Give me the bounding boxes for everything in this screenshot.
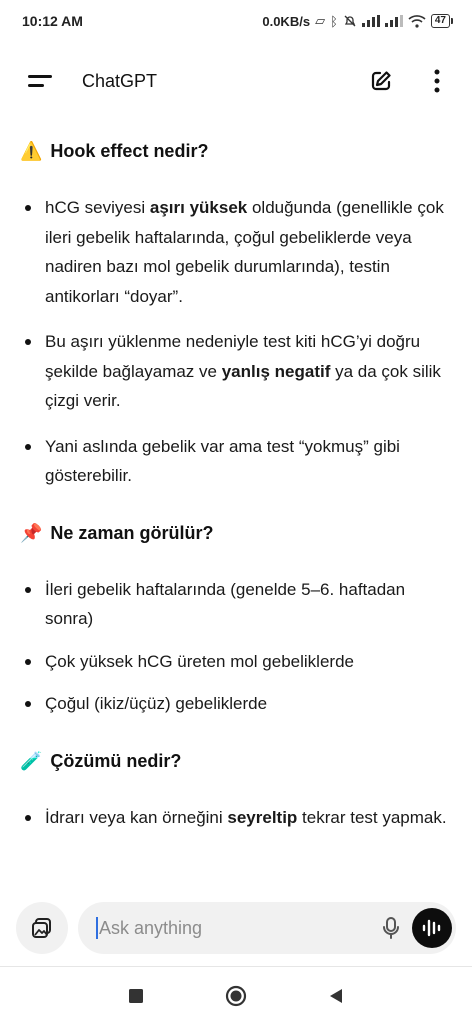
- mic-button[interactable]: [374, 911, 408, 945]
- nfc-icon: ▱: [315, 13, 326, 28]
- bullet-list: [20, 803, 450, 833]
- circle-icon: [225, 985, 247, 1007]
- home-button[interactable]: [221, 981, 251, 1011]
- app-title: ChatGPT: [82, 70, 158, 91]
- list-item: hCG seviyesi aşırı yüksek olduğunda (genellikle çok ileri gebelik haftalarında, çoğul gebeliklerde veya nadiren bazı mol gebelik durumlarında), testin antikorları “doyar”.: [20, 193, 450, 311]
- attach-image-button[interactable]: [16, 902, 68, 954]
- list-item: Çok yüksek hCG üreten mol gebeliklerde: [20, 647, 450, 677]
- warning-icon: ⚠️: [20, 141, 43, 161]
- text-cursor: [96, 917, 98, 939]
- triangle-back-icon: [329, 988, 343, 1004]
- status-bar: [0, 0, 472, 42]
- more-options-icon[interactable]: [424, 68, 450, 94]
- voice-mode-button[interactable]: [412, 908, 452, 948]
- wifi-icon: [408, 14, 426, 28]
- header-actions: [368, 68, 450, 94]
- assistant-message: [20, 130, 450, 832]
- list-item: Çoğul (ikiz/üçüz) gebeliklerde: [20, 689, 450, 719]
- back-button[interactable]: [321, 981, 351, 1011]
- message-input[interactable]: [99, 918, 374, 939]
- image-attach-icon: [30, 916, 54, 940]
- voice-waveform-icon: [421, 918, 443, 938]
- microphone-icon: [381, 916, 401, 940]
- battery-icon: [431, 14, 450, 28]
- bluetooth-icon: ᛒ: [330, 13, 338, 29]
- bullet-list: [20, 193, 450, 491]
- section-title: Ne zaman görülür?: [50, 522, 214, 543]
- list-item: Yani aslında gebelik var ama test “yokmuş” gibi gösterebilir.: [20, 432, 450, 491]
- list-item: Bu aşırı yüklenme nedeniyle test kiti hCG’yi doğru şekilde bağlayamaz ve yanlış negatif ya da çok silik çizgi verir.: [20, 327, 450, 416]
- square-icon: [129, 989, 143, 1003]
- signal-icon: [362, 15, 380, 27]
- pin-icon: 📌: [20, 522, 43, 543]
- section-heading-when: [20, 520, 450, 546]
- system-nav-bar: [0, 966, 472, 1024]
- status-time: 10:12 AM: [22, 13, 83, 29]
- status-icons: [262, 13, 450, 29]
- new-chat-icon[interactable]: [368, 68, 394, 94]
- menu-icon[interactable]: [28, 73, 54, 89]
- network-speed: 0.0KB/s: [262, 13, 311, 29]
- test-tube-icon: 🧪: [20, 750, 43, 771]
- recents-button[interactable]: [121, 981, 151, 1011]
- section-title: Çözümü nedir?: [50, 750, 182, 771]
- bullet-list: [20, 575, 450, 719]
- composer-bar: [0, 900, 472, 956]
- app-header: [0, 52, 472, 110]
- battery-level: 47: [434, 15, 446, 26]
- list-item: İdrarı veya kan örneğini seyreltip tekrar test yapmak.: [20, 803, 450, 833]
- section-heading-hook-effect: [20, 138, 450, 164]
- signal-icon-2: [385, 15, 403, 27]
- section-heading-solution: [20, 748, 450, 774]
- section-title: Hook effect nedir?: [50, 141, 209, 161]
- list-item: İleri gebelik haftalarında (genelde 5–6. haftadan sonra): [20, 575, 450, 634]
- message-input-container[interactable]: [78, 902, 456, 954]
- mute-bell-icon: [343, 14, 357, 28]
